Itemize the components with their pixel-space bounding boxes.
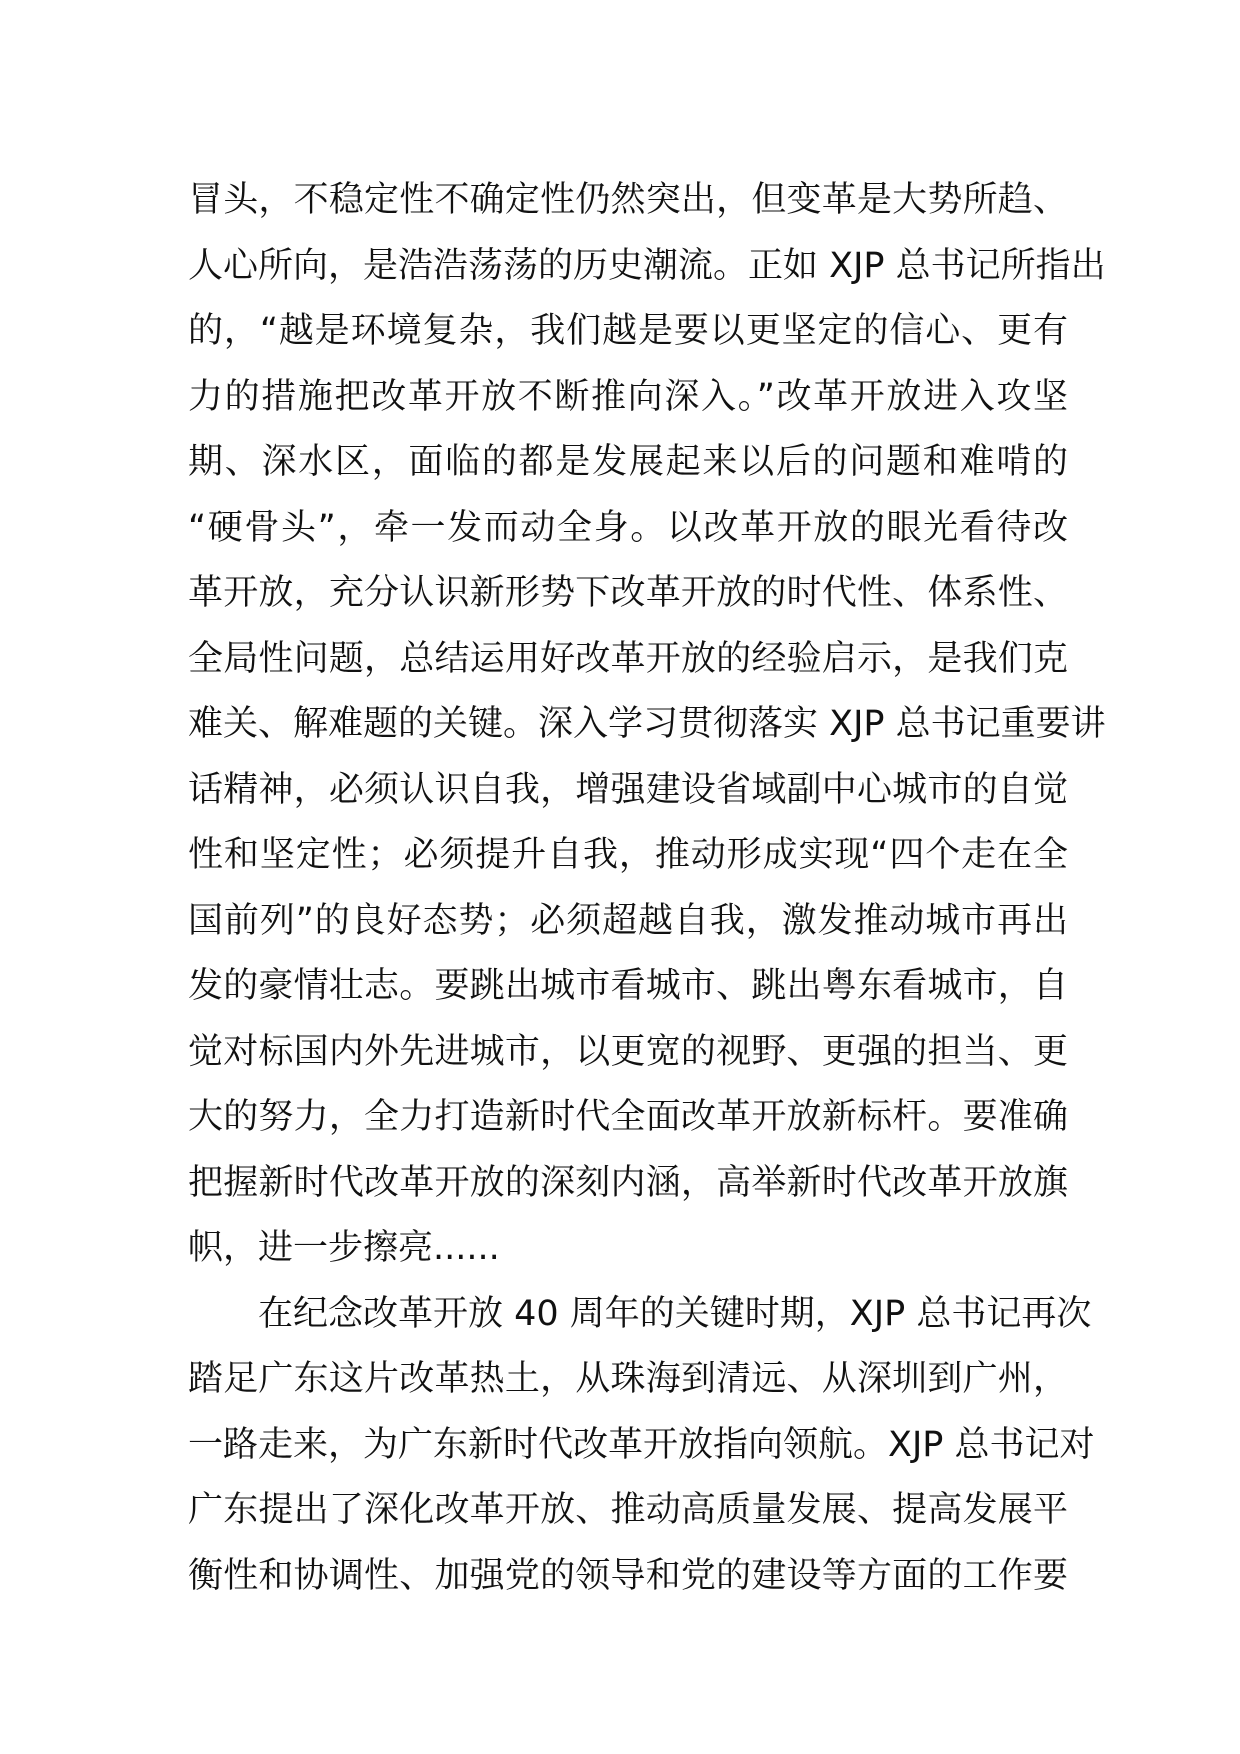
document-body bbox=[188, 168, 1106, 1609]
text-line: 全局性问题，总结运用好改革开放的经验启示，是我们克 bbox=[188, 638, 1068, 679]
text-line: 在纪念改革开放 40 周年的关键时期，XJP 总书记再次 bbox=[258, 1293, 1092, 1334]
text-line: 大的努力，全力打造新时代全面改革开放新标杆。要准确 bbox=[188, 1097, 1068, 1137]
text-line: 把握新时代改革开放的深刻内涵，高举新时代改革开放旗 bbox=[188, 1162, 1068, 1203]
text-line: 一路走来，为广东新时代改革开放指向领航。XJP 总书记对 bbox=[188, 1424, 1095, 1465]
text-line: 话精神，必须认识自我，增强建设省域副中心城市的自觉 bbox=[188, 769, 1068, 810]
text-line: 性和坚定性；必须提升自我，推动形成实现“四个走在全 bbox=[188, 835, 1068, 875]
text-line: 期、深水区，面临的都是发展起来以后的问题和难啃的 bbox=[188, 442, 1068, 482]
paragraph-2 bbox=[188, 1282, 1095, 1610]
text-line: 衡性和协调性、加强党的领导和党的建设等方面的工作要 bbox=[188, 1555, 1068, 1596]
text-line: 人心所向，是浩浩荡荡的历史潮流。正如 XJP 总书记所指出 bbox=[188, 245, 1106, 286]
text-line: 踏足广东这片改革热土，从珠海到清远、从深圳到广州， bbox=[188, 1359, 1068, 1399]
text-line: 力的措施把改革开放不断推向深入。”改革开放进入攻坚 bbox=[188, 376, 1068, 417]
text-line: 发的豪情壮志。要跳出城市看城市、跳出粤东看城市，自 bbox=[188, 966, 1068, 1006]
text-line: 国前列”的良好态势；必须超越自我，激发推动城市再出 bbox=[188, 900, 1068, 941]
text-line: 难关、解难题的关键。深入学习贯彻落实 XJP 总书记重要讲 bbox=[188, 704, 1106, 744]
text-line: 冒头，不稳定性不确定性仍然突出，但变革是大势所趋、 bbox=[188, 180, 1068, 220]
text-line: 帜，进一步擦亮...... bbox=[188, 1228, 500, 1268]
text-line: 觉对标国内外先进城市，以更宽的视野、更强的担当、更 bbox=[188, 1031, 1068, 1072]
paragraph-1 bbox=[188, 168, 1106, 1282]
text-line: 革开放，充分认识新形势下改革开放的时代性、体系性、 bbox=[188, 573, 1068, 613]
text-line: “硬骨头”，牵一发而动全身。以改革开放的眼光看待改 bbox=[188, 507, 1068, 548]
text-line: 广东提出了深化改革开放、推动高质量发展、提高发展平 bbox=[188, 1490, 1068, 1530]
text-line: 的，“越是环境复杂，我们越是要以更坚定的信心、更有 bbox=[188, 311, 1068, 351]
